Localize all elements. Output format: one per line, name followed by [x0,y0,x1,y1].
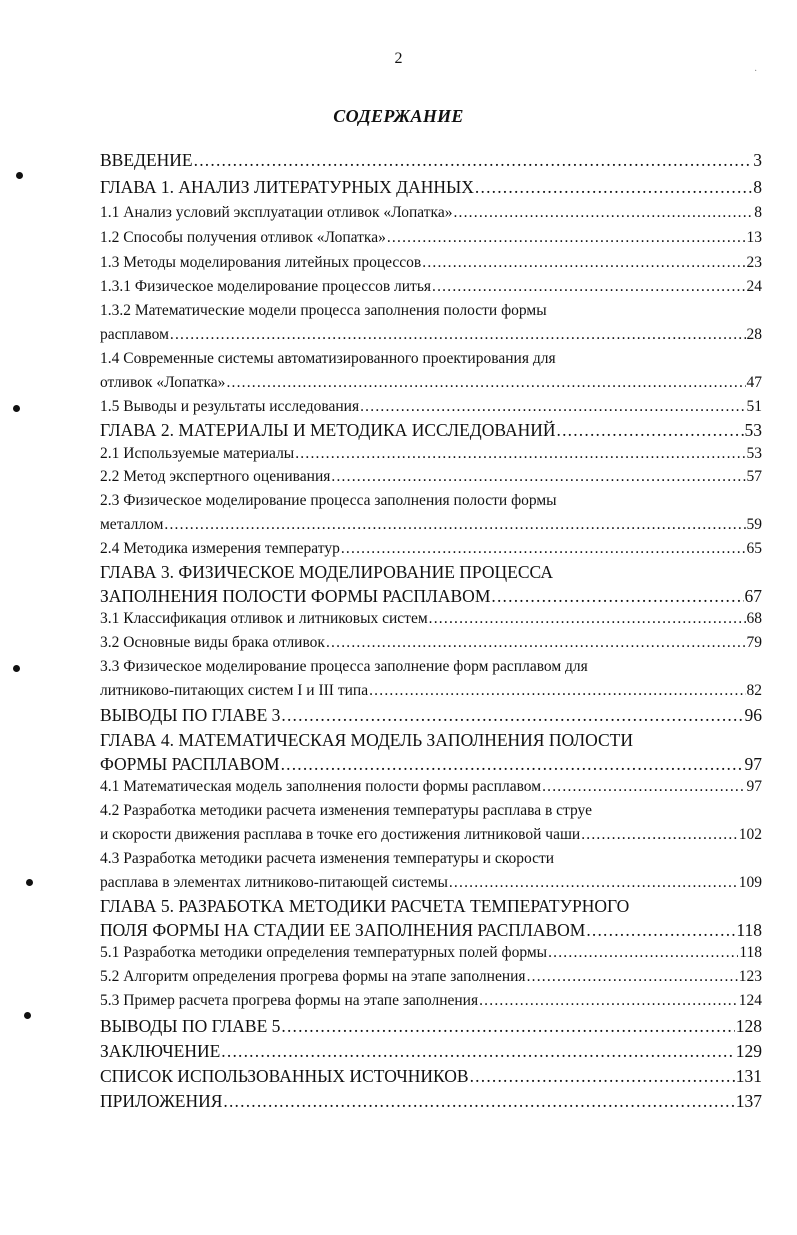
toc-entry-title: 2.1 Используемые материалы [100,445,295,462]
toc-entry-title: 2.2 Метод экспертного оценивания [100,468,331,485]
toc-entry-page: 8 [753,177,762,197]
toc-entry [100,705,762,726]
toc-entry-title: СПИСОК ИСПОЛЬЗОВАННЫХ ИСТОЧНИКОВ [100,1066,469,1086]
toc-entry-title: ЗАПОЛНЕНИЯ ПОЛОСТИ ФОРМЫ РАСПЛАВОМ [100,586,491,606]
toc-entry-title: ЗАКЛЮЧЕНИЕ [100,1041,221,1061]
toc-entry-page: 128 [735,1016,762,1036]
toc-entry-first-line: 2.3 Физическое моделирование процесса заполнения полости формы [100,492,557,509]
toc-entry [100,586,762,607]
toc-entry [100,610,762,628]
toc-entry-page: 96 [744,705,762,725]
toc-entry-title: литниково-питающих систем I и III типа [100,682,369,699]
toc-entry [100,229,762,247]
toc-entry-title: металлом [100,516,164,533]
toc-entry-page: 82 [746,682,762,699]
toc-entry-page: 68 [746,610,762,627]
toc-entry-title: и скорости движения расплава в точке его достижения литниковой чаши [100,826,581,843]
toc-entry [100,445,762,463]
page-number: 2 [394,50,403,67]
toc-entry [100,1041,762,1062]
toc-entry [100,374,762,392]
toc-entry-page: 97 [746,778,762,795]
toc-entry-title: отливок «Лопатка» [100,374,226,391]
toc-entry [100,516,762,534]
toc-entry [100,468,762,486]
toc-entry-title: 5.3 Пример расчета прогрева формы на этапе заполнения [100,992,479,1009]
toc-entry [100,826,762,844]
toc-entry-page: 57 [746,468,762,485]
toc-entry-page: 67 [744,586,762,606]
toc-entry [100,1066,762,1087]
toc-entry-page: 13 [746,229,762,246]
toc-entry-page: 23 [746,254,762,271]
toc-entry-title: 5.2 Алгоритм определения прогрева формы на этапе заполнения [100,968,526,985]
toc-entry [100,254,762,272]
toc-entry-title: 5.1 Разработка методики определения температурных полей формы [100,944,548,961]
toc-entry-title: 1.2 Способы получения отливок «Лопатка» [100,229,386,246]
toc-entry-title: 3.2 Основные виды брака отливок [100,634,325,651]
toc-entry-title: ГЛАВА 1. АНАЛИЗ ЛИТЕРАТУРНЫХ ДАННЫХ [100,177,474,197]
toc-entry [100,540,762,558]
toc-entry-page: 28 [746,326,762,343]
toc-entry-page: 24 [746,278,762,295]
binder-hole-mark [13,665,20,672]
toc-entry-title: ПРИЛОЖЕНИЯ [100,1091,223,1111]
toc-entry-page: 109 [738,874,762,891]
toc-entry [100,634,762,652]
toc-entry-page: 124 [738,992,762,1009]
toc-entry-first-line: 4.3 Разработка методики расчета изменения температуры и скорости [100,850,555,867]
toc-entry [100,754,762,775]
toc-entry-first-line: 1.3.2 Математические модели процесса заполнения полости формы [100,302,547,319]
toc-entry [100,420,762,441]
toc-entry-title: 2.4 Методика измерения температур [100,540,340,557]
toc-entry-title: ГЛАВА 2. МАТЕРИАЛЫ И МЕТОДИКА ИССЛЕДОВАНИЙ [100,420,556,440]
toc-entry-page: 137 [735,1091,762,1111]
toc-entry-page: 47 [746,374,762,391]
page-title: СОДЕРЖАНИЕ [333,106,464,126]
toc-entry-title: ВВЕДЕНИЕ [100,150,193,170]
toc-entry [100,326,762,344]
toc-entry-title: ВЫВОДЫ ПО ГЛАВЕ 5 [100,1016,281,1036]
toc-entry-title: 1.1 Анализ условий эксплуатации отливок «Лопатка» [100,204,453,221]
toc-entry-title: расплава в элементах литниково-питающей системы [100,874,448,891]
toc-entry-page: 118 [736,920,762,940]
toc-entry-page: 53 [744,420,762,440]
toc-entry-page: 53 [746,445,762,462]
toc-entry [100,1091,762,1112]
toc-entry-page: 97 [744,754,762,774]
toc-entry-page: 118 [739,944,762,961]
toc-entry-page: 3 [753,150,762,170]
toc-entry-first-line: ГЛАВА 4. МАТЕМАТИЧЕСКАЯ МОДЕЛЬ ЗАПОЛНЕНИЯ ПОЛОСТИ [100,730,633,750]
toc-entry-first-line: 3.3 Физическое моделирование процесса заполнение форм расплавом для [100,658,588,675]
toc-entry [100,278,762,296]
toc-entry-page: 65 [746,540,762,557]
toc-entry [100,398,762,416]
toc-entry-title: 1.5 Выводы и результаты исследования [100,398,360,415]
toc-entry-first-line: 1.4 Современные системы автоматизированного проектирования для [100,350,556,367]
toc-entry-title: ФОРМЫ РАСПЛАВОМ [100,754,280,774]
toc-entry-first-line: ГЛАВА 3. ФИЗИЧЕСКОЕ МОДЕЛИРОВАНИЕ ПРОЦЕССА [100,562,553,582]
toc-entry-title: 4.1 Математическая модель заполнения полости формы расплавом [100,778,542,795]
toc-entry-title: ВЫВОДЫ ПО ГЛАВЕ 3 [100,705,281,725]
toc-entry-page: 131 [735,1066,762,1086]
toc-entry-page: 79 [746,634,762,651]
toc-entry-page: 129 [735,1041,762,1061]
toc-entry-title: ПОЛЯ ФОРМЫ НА СТАДИИ ЕЕ ЗАПОЛНЕНИЯ РАСПЛАВОМ [100,920,586,940]
toc-entry-page: 59 [746,516,762,533]
toc-entry-page: 123 [738,968,762,985]
toc-entry-first-line: ГЛАВА 5. РАЗРАБОТКА МЕТОДИКИ РАСЧЕТА ТЕМПЕРАТУРНОГО [100,896,630,916]
toc-entry-title: расплавом [100,326,169,343]
toc-entry [100,682,762,700]
toc-entry [100,150,762,171]
scan-speck: · [754,66,758,77]
binder-hole-mark [13,405,20,412]
toc-entry-page: 51 [746,398,762,415]
toc-entry [100,944,762,962]
toc-entry [100,874,762,892]
toc-entry-first-line: 4.2 Разработка методики расчета изменения температуры расплава в струе [100,802,592,819]
toc-entry [100,1016,762,1037]
toc-entry [100,920,762,941]
toc-entry-page: 102 [738,826,762,843]
binder-hole-mark [16,172,23,179]
binder-hole-mark [26,879,33,886]
toc-entry [100,992,762,1010]
toc-entry [100,177,762,198]
toc-entry [100,204,762,222]
toc-entry-title: 1.3 Методы моделирования литейных процессов [100,254,422,271]
toc-entry-title: 3.1 Классификация отливок и литниковых систем [100,610,428,627]
toc-entry [100,778,762,796]
toc-entry-page: 8 [754,204,762,221]
toc-entry [100,968,762,986]
binder-hole-mark [24,1012,31,1019]
toc-entry-title: 1.3.1 Физическое моделирование процессов литья [100,278,432,295]
